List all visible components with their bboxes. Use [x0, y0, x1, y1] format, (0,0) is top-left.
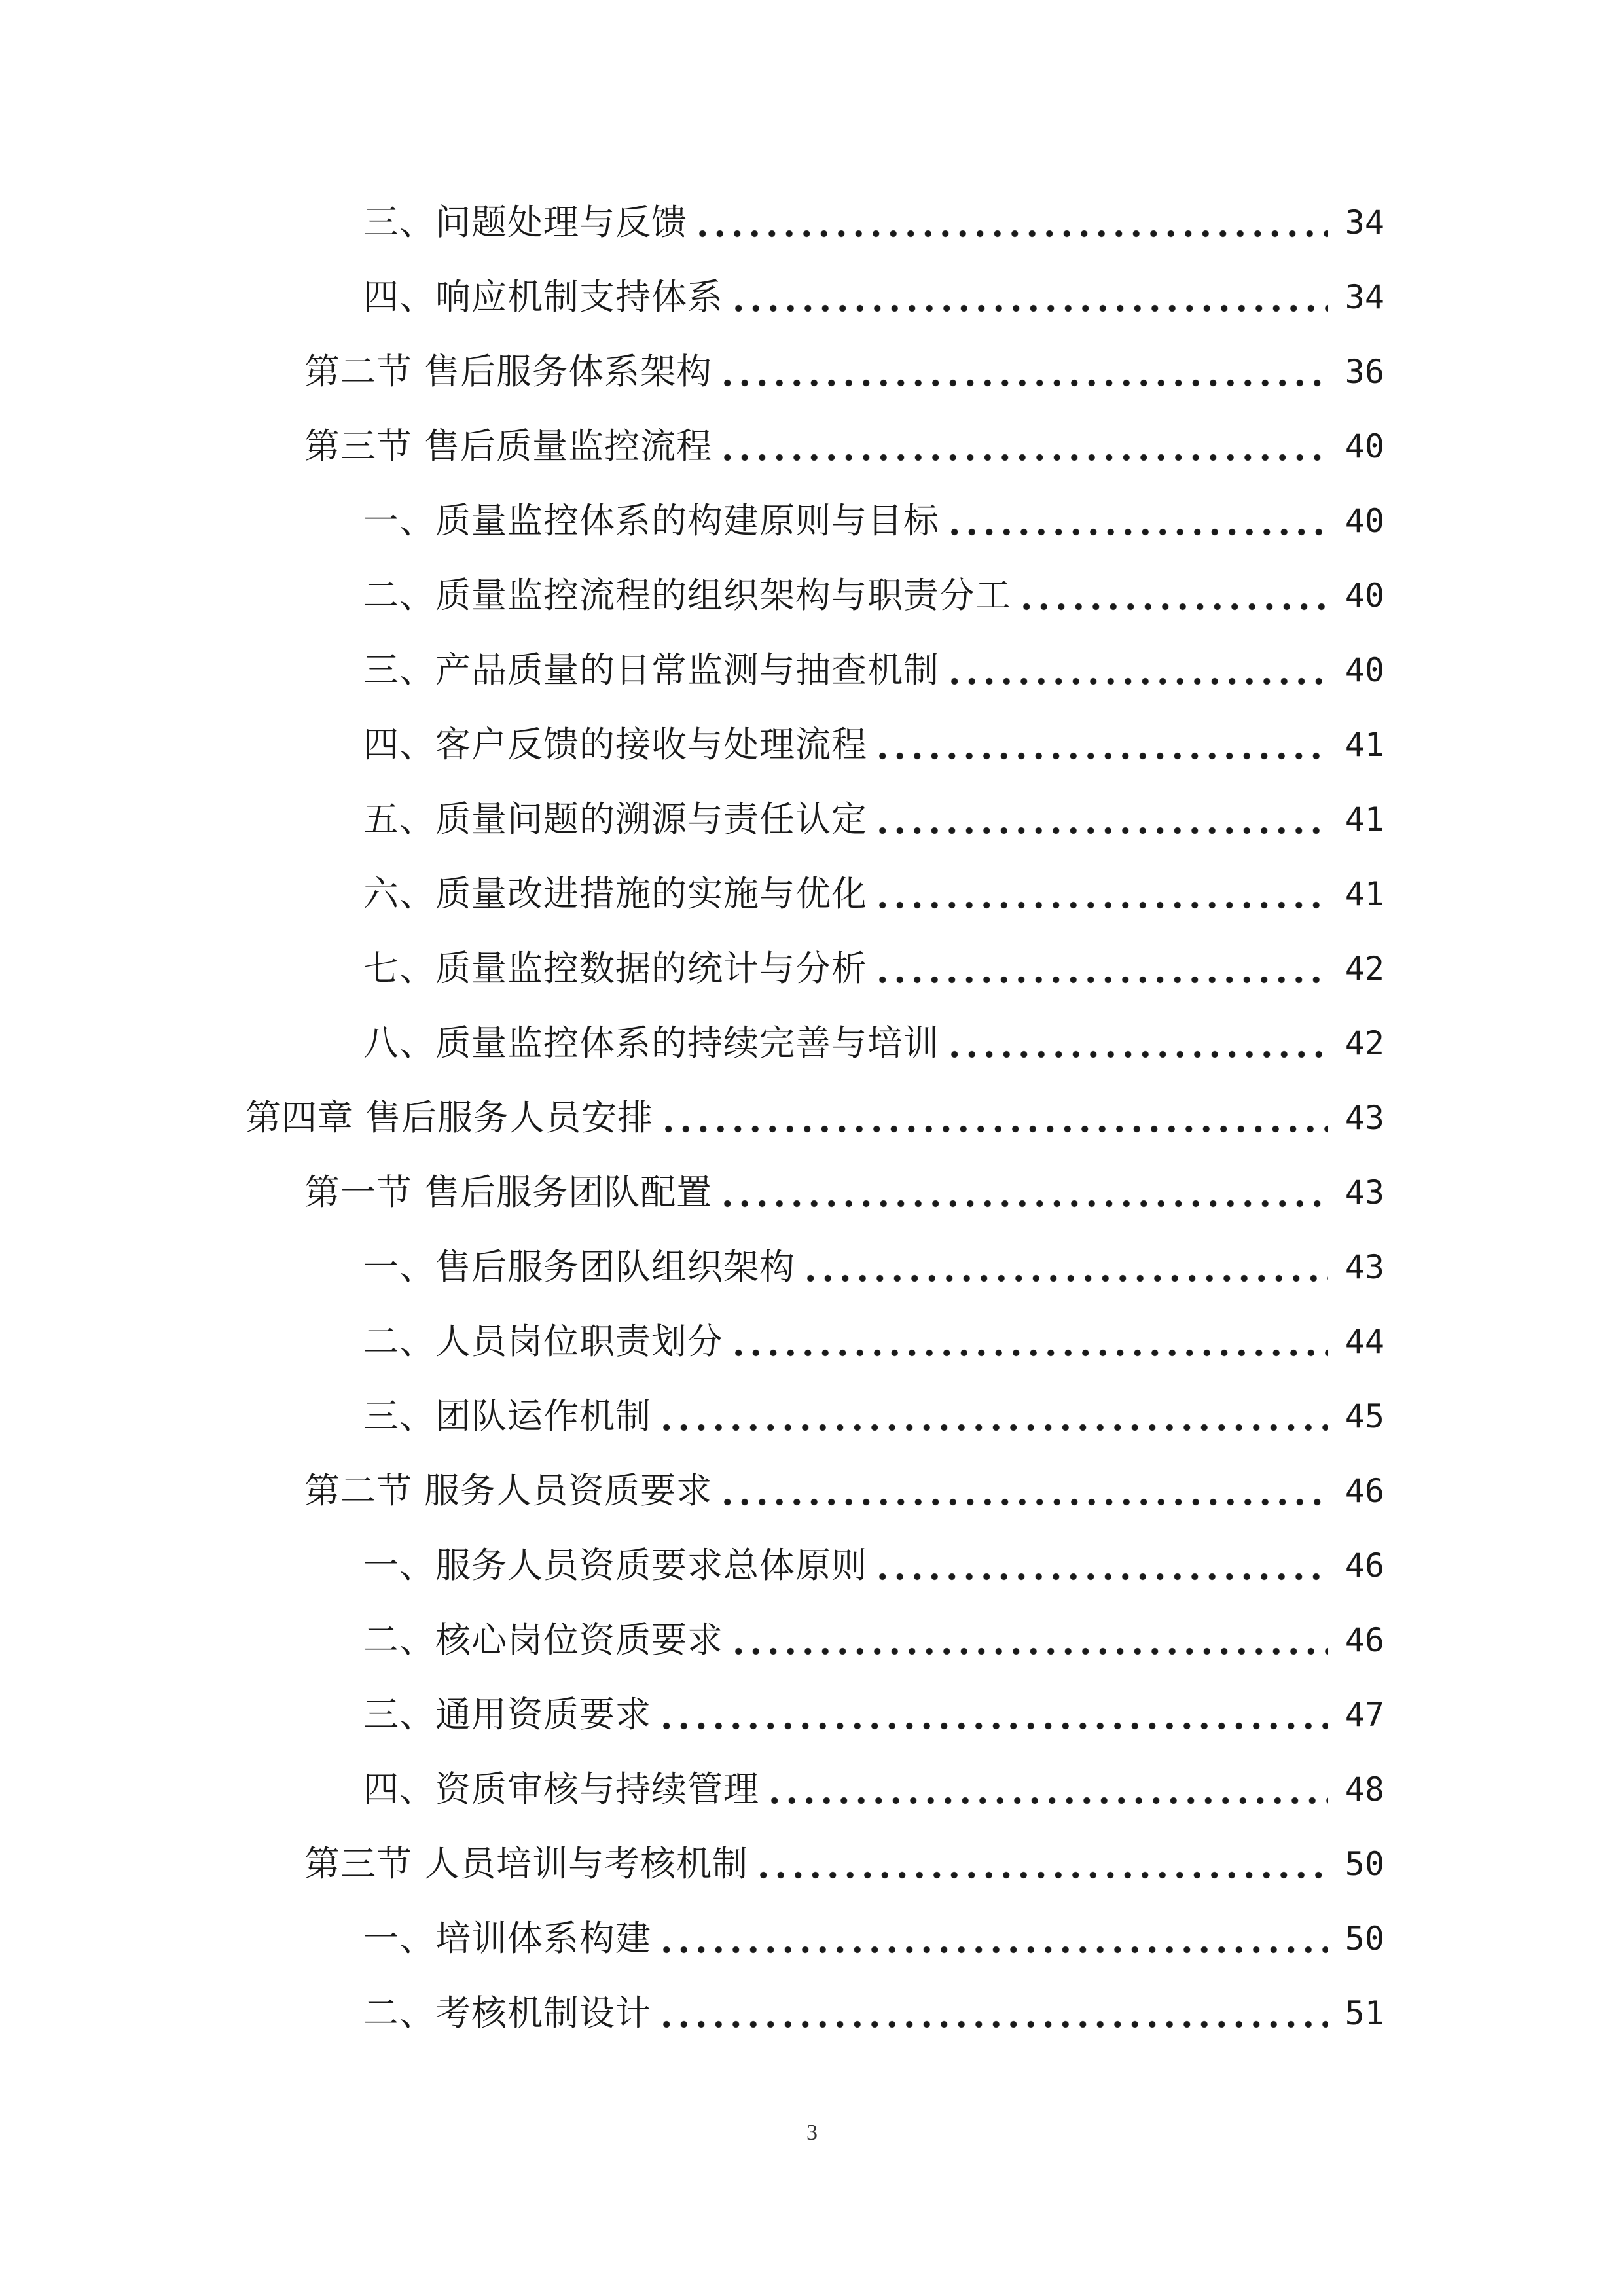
toc-entry-page: 50 — [1344, 1845, 1384, 1883]
toc-leader-dots — [658, 1987, 1328, 2039]
toc-entry-page: 48 — [1344, 1770, 1384, 1808]
toc-leader-dots — [658, 1689, 1328, 1741]
toc-leader-dots — [660, 1092, 1328, 1144]
toc-leader-dots — [874, 1539, 1328, 1592]
toc-entry-page: 40 — [1344, 577, 1384, 615]
toc-leader-dots — [658, 1390, 1328, 1443]
toc-entry-page: 34 — [1344, 204, 1384, 242]
toc-leader-dots — [874, 793, 1328, 846]
toc-entry-page: 41 — [1344, 726, 1384, 764]
toc-entry[interactable] — [304, 346, 1384, 398]
toc-entry-label: 六、质量改进措施的实施与优化 — [363, 873, 867, 914]
toc-leader-dots — [694, 196, 1328, 249]
toc-entry-label: 第三节 人员培训与考核机制 — [304, 1843, 749, 1884]
toc-entry[interactable] — [245, 1092, 1384, 1144]
toc-entry-label: 二、人员岗位职责划分 — [363, 1321, 723, 1362]
toc-leader-dots — [719, 420, 1328, 473]
toc-entry[interactable] — [363, 569, 1384, 622]
toc-leader-dots — [1018, 569, 1328, 622]
toc-leader-dots — [802, 1241, 1328, 1293]
toc-entry[interactable] — [304, 1166, 1384, 1219]
toc-entry-label: 一、售后服务团队组织架构 — [363, 1246, 795, 1287]
toc-entry-page: 43 — [1344, 1174, 1384, 1211]
toc-entry[interactable] — [363, 1539, 1384, 1592]
toc-entry-page: 42 — [1344, 1024, 1384, 1062]
toc-entry-label: 二、质量监控流程的组织架构与职责分工 — [363, 575, 1011, 616]
toc-entry[interactable] — [304, 1838, 1384, 1890]
toc-entry-page: 41 — [1344, 800, 1384, 838]
toc-entry[interactable] — [363, 1614, 1384, 1666]
toc-entry-page: 42 — [1344, 950, 1384, 988]
toc-entry-label: 第三节 售后质量监控流程 — [304, 425, 713, 467]
toc-entry-page: 40 — [1344, 502, 1384, 540]
toc-leader-dots — [719, 346, 1328, 398]
toc-entry-label: 第一节 售后服务团队配置 — [304, 1172, 713, 1213]
toc-entry-label: 二、考核机制设计 — [363, 1992, 651, 2034]
toc-entry-label: 五、质量问题的溯源与责任认定 — [363, 798, 867, 840]
page-number: 3 — [806, 2121, 818, 2145]
toc-entry[interactable] — [363, 1689, 1384, 1741]
toc-entry[interactable] — [363, 644, 1384, 696]
toc-leader-dots — [719, 1465, 1328, 1517]
toc-entry[interactable] — [363, 1763, 1384, 1816]
toc-leader-dots — [946, 1017, 1328, 1069]
toc-entry-label: 四、响应机制支持体系 — [363, 276, 723, 317]
toc-entry[interactable] — [363, 1987, 1384, 2039]
toc-entry-label: 三、问题处理与反馈 — [363, 202, 687, 243]
toc-entry-label: 第四章 售后服务人员安排 — [245, 1097, 654, 1138]
toc-entry[interactable] — [363, 1017, 1384, 1069]
toc-entry[interactable] — [363, 1316, 1384, 1368]
toc-leader-dots — [730, 1316, 1328, 1368]
toc-entry[interactable] — [363, 495, 1384, 547]
toc-entry[interactable] — [363, 196, 1384, 249]
toc-entry-label: 七、质量监控数据的统计与分析 — [363, 948, 867, 989]
toc-leader-dots — [719, 1166, 1328, 1219]
toc-entry-label: 四、客户反馈的接收与处理流程 — [363, 724, 867, 765]
toc-entry-page: 36 — [1344, 353, 1384, 391]
toc-entry-label: 三、团队运作机制 — [363, 1395, 651, 1437]
toc-entry-page: 40 — [1344, 651, 1384, 689]
toc-entry[interactable] — [363, 271, 1384, 323]
toc-entry[interactable] — [304, 1465, 1384, 1517]
toc-entry-label: 四、资质审核与持续管理 — [363, 1768, 759, 1810]
toc-leader-dots — [946, 495, 1328, 547]
toc-leader-dots — [658, 1912, 1328, 1965]
toc-entry[interactable] — [363, 1390, 1384, 1443]
toc-entry-label: 第二节 服务人员资质要求 — [304, 1470, 713, 1511]
toc-leader-dots — [766, 1763, 1328, 1816]
toc-entry-label: 二、核心岗位资质要求 — [363, 1619, 723, 1660]
toc-entry-label: 八、质量监控体系的持续完善与培训 — [363, 1022, 939, 1064]
toc-entry-page: 34 — [1344, 278, 1384, 316]
toc-entry-page: 46 — [1344, 1547, 1384, 1585]
toc-entry-page: 47 — [1344, 1696, 1384, 1734]
toc-entry[interactable] — [304, 420, 1384, 473]
toc-entry-page: 43 — [1344, 1099, 1384, 1137]
toc-leader-dots — [755, 1838, 1328, 1890]
toc-leader-dots — [946, 644, 1328, 696]
toc-entry-page: 45 — [1344, 1397, 1384, 1435]
toc-entry-label: 一、服务人员资质要求总体原则 — [363, 1545, 867, 1586]
toc-entry-label: 第二节 售后服务体系架构 — [304, 351, 713, 392]
toc-entry[interactable] — [363, 1241, 1384, 1293]
toc-entry[interactable] — [363, 868, 1384, 920]
toc-entry-label: 三、通用资质要求 — [363, 1694, 651, 1735]
toc-entry-page: 41 — [1344, 875, 1384, 913]
toc-entry-label: 一、质量监控体系的构建原则与目标 — [363, 500, 939, 541]
toc-entry-label: 三、产品质量的日常监测与抽查机制 — [363, 649, 939, 691]
toc-entry-page: 46 — [1344, 1621, 1384, 1659]
toc-entry-page: 46 — [1344, 1472, 1384, 1510]
toc-entry-page: 51 — [1344, 1994, 1384, 2032]
toc-entry[interactable] — [363, 793, 1384, 846]
toc-entry[interactable] — [363, 719, 1384, 771]
toc-leader-dots — [874, 942, 1328, 995]
toc-leader-dots — [874, 868, 1328, 920]
toc-entry-page: 43 — [1344, 1248, 1384, 1286]
toc-entry-page: 40 — [1344, 427, 1384, 465]
toc-entry[interactable] — [363, 1912, 1384, 1965]
toc-entry-page: 44 — [1344, 1323, 1384, 1361]
toc-entry[interactable] — [363, 942, 1384, 995]
toc-entry-page: 50 — [1344, 1920, 1384, 1958]
toc-leader-dots — [730, 1614, 1328, 1666]
toc-leader-dots — [730, 271, 1328, 323]
toc-leader-dots — [874, 719, 1328, 771]
toc-entry-label: 一、培训体系构建 — [363, 1918, 651, 1959]
